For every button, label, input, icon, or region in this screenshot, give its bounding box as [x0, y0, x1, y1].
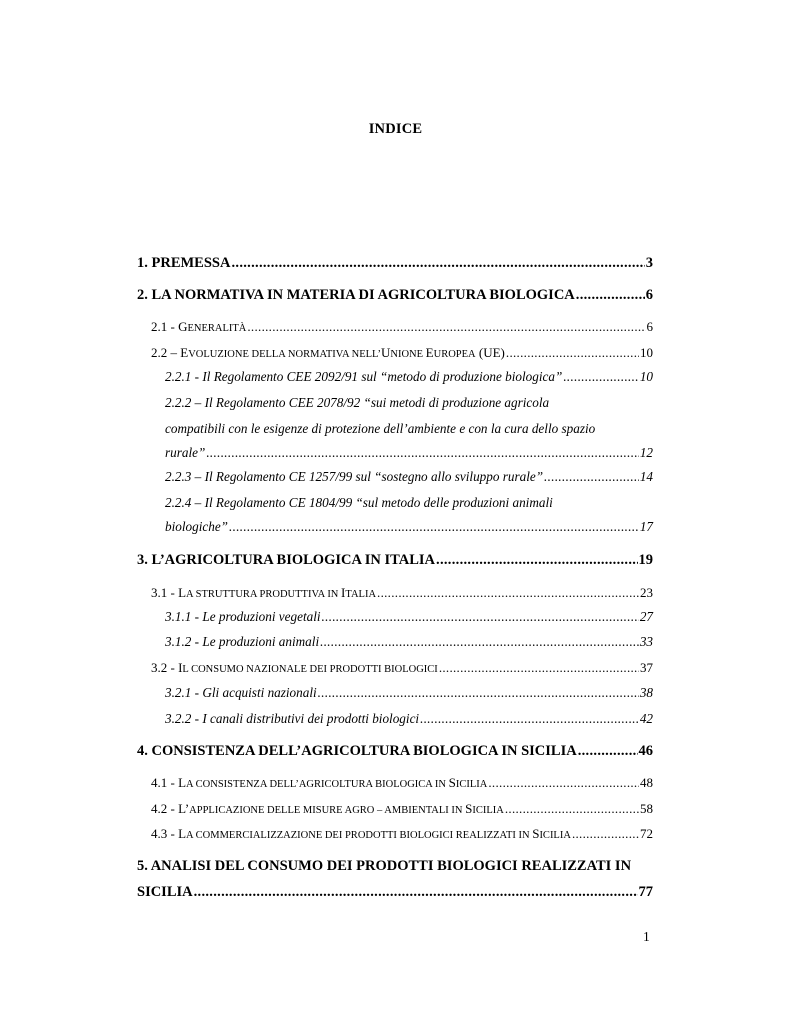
toc-page-number: 12 [639, 445, 653, 460]
leader-dots [318, 684, 639, 702]
leader-dots [320, 633, 639, 651]
toc-entry-3-1-1[interactable] [165, 608, 653, 626]
toc-entry-title: 4.1 - LA CONSISTENZA DELL’AGRICOLTURA BIOLOGICA IN SICILIA [151, 775, 488, 790]
toc-entry-title: SICILIA [137, 884, 193, 900]
toc-page-number: 58 [640, 801, 653, 816]
toc-entry-2-2-4[interactable] [165, 518, 653, 536]
toc-page-number: 77 [638, 884, 653, 900]
toc-entry-3-2-2[interactable] [165, 710, 653, 728]
toc-entry-4-2[interactable] [151, 800, 653, 820]
toc-entry-title: 4. CONSISTENZA DELL’AGRICOLTURA BIOLOGICA IN SICILIA [137, 743, 577, 759]
toc-page-number: 27 [639, 609, 653, 624]
toc-entry-3-1[interactable] [151, 584, 653, 604]
toc-entry-3-1-2[interactable] [165, 633, 653, 651]
toc-page-number: 33 [639, 634, 653, 649]
toc-page-number: 10 [639, 369, 653, 384]
page-number: 1 [643, 929, 650, 944]
leader-dots [229, 518, 639, 536]
leader-dots [206, 444, 639, 462]
page-title: INDICE [368, 121, 423, 137]
toc-entry-title: 3.1 - LA STRUTTURA PRODUTTIVA IN ITALIA [151, 585, 377, 600]
toc-page-number: 38 [639, 685, 653, 700]
toc-entry-4-3[interactable] [151, 825, 653, 845]
toc-page-number: 10 [640, 345, 653, 360]
toc-page-number: 46 [638, 743, 653, 759]
toc-entry-2-2-2-line2[interactable]: compatibili con le esigenze di protezione dell’ambiente e con la cura dello spazio [165, 421, 596, 436]
leader-dots [506, 344, 639, 362]
toc-entry-title: 2. LA NORMATIVA IN MATERIA DI AGRICOLTURA BIOLOGICA [137, 287, 575, 303]
toc-entry-1[interactable] [137, 254, 653, 272]
leader-dots [322, 608, 639, 626]
toc-entry-title: 4.3 - LA COMMERCIALIZZAZIONE DEI PRODOTTI BIOLOGICI REALIZZATI IN SICILIA [151, 826, 571, 841]
leader-dots [247, 318, 645, 336]
toc-entry-2[interactable] [137, 286, 653, 304]
toc-entry-2-2-4-line1[interactable]: 2.2.4 – Il Regolamento CE 1804/99 “sul metodo delle produzioni animali [165, 495, 553, 510]
toc-entry-3-2[interactable] [151, 659, 653, 679]
leader-dots [576, 286, 645, 304]
toc-entry-title: 3.2.2 - I canali distributivi dei prodotti biologici [165, 711, 420, 726]
toc-entry-2-2-2-line1[interactable]: 2.2.2 – Il Regolamento CEE 2078/92 “sui metodi di produzione agricola [165, 395, 550, 410]
toc-entry-title: 2.2.1 - Il Regolamento CEE 2092/91 sul “metodo di produzione biologica” [165, 369, 563, 384]
toc-entry-2-2-3[interactable] [165, 468, 653, 486]
toc-entry-title: 2.2.3 – Il Regolamento CE 1257/99 sul “sostegno allo sviluppo rurale” [165, 469, 544, 484]
toc-page-number: 6 [646, 319, 653, 334]
leader-dots [488, 774, 639, 792]
toc-page-number: 3 [645, 255, 653, 271]
toc-entry-title: rurale” [165, 445, 206, 460]
toc-entry-3[interactable] [137, 551, 653, 569]
toc-entry-3-2-1[interactable] [165, 684, 653, 702]
leader-dots [439, 659, 639, 677]
toc-page-number: 19 [638, 552, 653, 568]
toc-entry-2-1[interactable] [151, 318, 653, 338]
toc-entry-5-line1[interactable]: 5. ANALISI DEL CONSUMO DEI PRODOTTI BIOLOGICI REALIZZATI IN [137, 858, 632, 874]
toc-entry-title: 1. PREMESSA [137, 255, 231, 271]
toc-entry-title: biologiche” [165, 519, 229, 534]
leader-dots [436, 551, 637, 569]
toc-entry-title: 4.2 - L’APPLICAZIONE DELLE MISURE AGRO – AMBIENTALI IN SICILIA [151, 801, 504, 816]
toc-entry-4[interactable] [137, 742, 653, 760]
leader-dots [563, 368, 639, 386]
toc-entry-title: 2.2 – EVOLUZIONE DELLA NORMATIVA NELL’UNIONE EUROPEA (UE) [151, 345, 505, 360]
toc-entry-title: 2.1 - GENERALITÀ [151, 319, 247, 334]
leader-dots [572, 825, 639, 843]
leader-dots [231, 254, 644, 272]
toc-entry-2-2-2[interactable] [165, 444, 653, 462]
toc-page-number: 48 [640, 775, 653, 790]
toc-page-number: 17 [639, 519, 653, 534]
toc-page-number: 14 [639, 469, 653, 484]
toc-entry-2-2[interactable] [151, 344, 653, 364]
toc-entry-title: 3.2.1 - Gli acquisti nazionali [165, 685, 317, 700]
leader-dots [420, 710, 639, 728]
leader-dots [505, 800, 639, 818]
toc-page-number: 37 [640, 660, 653, 675]
toc-entry-title: 3.2 - IL CONSUMO NAZIONALE DEI PRODOTTI BIOLOGICI [151, 660, 438, 675]
leader-dots [544, 468, 639, 486]
toc-entry-title: 3.1.2 - Le produzioni animali [165, 634, 320, 649]
leader-dots [578, 742, 638, 760]
toc-entry-5[interactable] [137, 883, 653, 901]
toc-entry-title: 3. L’AGRICOLTURA BIOLOGICA IN ITALIA [137, 552, 436, 568]
toc-page-number: 42 [639, 711, 653, 726]
toc-entry-2-2-1[interactable] [165, 368, 653, 386]
toc-page-number: 72 [640, 826, 653, 841]
leader-dots [194, 883, 638, 901]
leader-dots [377, 584, 639, 602]
toc-page-number: 6 [645, 287, 653, 303]
toc-entry-title: 3.1.1 - Le produzioni vegetali [165, 609, 321, 624]
toc-page-number: 23 [640, 585, 653, 600]
toc-entry-4-1[interactable] [151, 774, 653, 794]
